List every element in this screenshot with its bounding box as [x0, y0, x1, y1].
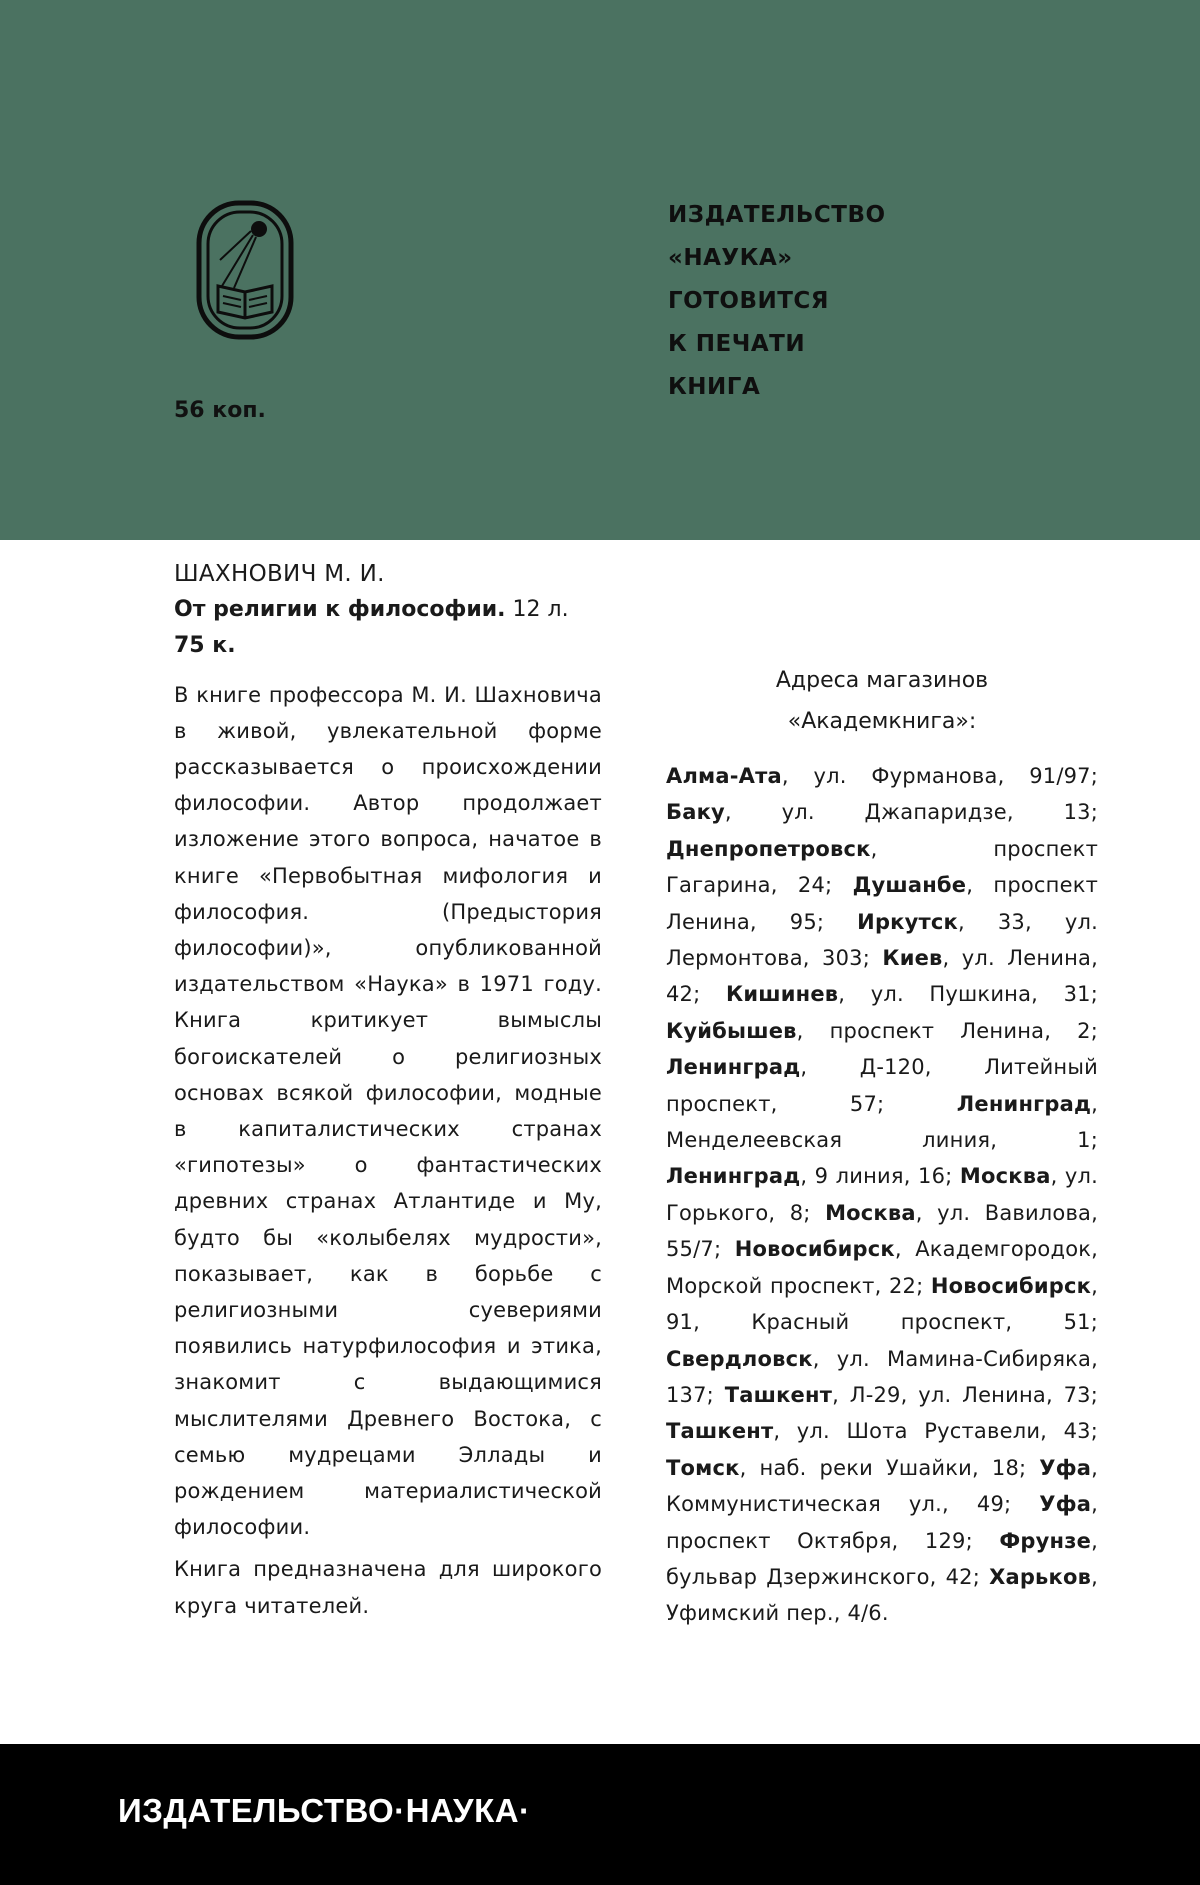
shop-city: Днепропетровск: [666, 836, 871, 861]
book-author: ШАХНОВИЧ М. И.: [174, 561, 385, 587]
shops-heading: [666, 660, 1098, 742]
book-volume: 12 л.: [505, 597, 569, 623]
shop-city: Фрунзе: [999, 1528, 1092, 1553]
announcement-heading: [668, 194, 886, 409]
shop-address: , ул. Горького, 8;: [666, 1164, 1098, 1225]
shop-address: , ул. Ленина, 42;: [666, 946, 1099, 1007]
announcement-line: ГОТОВИТСЯ: [668, 288, 830, 314]
shop-address: , проспект Октября, 129;: [666, 1492, 1098, 1553]
shop-address: , проспект Гагарина, 24;: [666, 836, 1098, 898]
shop-address: , ул. Фурманова, 91/97;: [781, 764, 1098, 788]
shop-address: , бульвар Дзержинского, 42;: [666, 1528, 1098, 1589]
shop-city: Алма-Ата: [666, 764, 782, 788]
shop-city: Кишинев: [725, 982, 839, 1007]
shop-address: , Д-120, Литейный проспект, 57;: [666, 1055, 1098, 1116]
cover-top-band: [0, 0, 1200, 540]
shop-address: , Академгородок, Морской проспект, 22;: [666, 1237, 1098, 1298]
shop-city: Ленинград: [666, 1164, 801, 1189]
book-description: В книге профессора М. И. Шахновича в живой, увлекательной форме рассказывается о происхождении философии. Автор продолжает изложение этого вопроса, начатое в книге «Первобытная мифология и философия. (Предыстория философии)», опубликованной издательством «Наука» в 1971 году. Книга критикует вымыслы богоискателей о религиозных основах всякой философии, модные в капиталистических странах «гипотезы» о фантастических древних странах Атлантиде и Му, будто бы «колыбелях мудрости», показывает, как в борьбе с религиозными суевериями появились натурфилософия и этика, знакомит с выдающимися мыслителями Древнего Востока, с семью мудрецами Эллады и рождением материалистической философии.: [174, 682, 602, 1540]
shop-city: Москва: [959, 1164, 1051, 1189]
shop-address: , ул. Мамина-Сибиряка, 137;: [666, 1346, 1098, 1407]
book-info-column: [174, 556, 602, 1624]
shop-address: , проспект Ленина, 95;: [666, 873, 1099, 934]
shop-address: , ул. Пушкина, 31;: [838, 982, 1098, 1007]
shop-city: Новосибирск: [734, 1237, 895, 1262]
shop-address: , проспект Ленина, 2;: [796, 1018, 1098, 1043]
shop-city: Новосибирск: [930, 1273, 1092, 1298]
shop-address: , 33, ул. Лермонтова, 303;: [666, 909, 1098, 971]
shop-city: Ташкент: [666, 1419, 774, 1444]
shop-city: Иркутск: [857, 909, 958, 934]
publisher-logo-icon: [196, 200, 294, 340]
publisher-name: ИЗДАТЕЛЬСТВО·НАУКА·: [118, 1792, 531, 1829]
shop-address: , ул. Вавилова, 55/7;: [666, 1200, 1099, 1262]
book-audience: Книга предназначена для широкого круга читателей.: [174, 1557, 602, 1618]
shop-address: , наб. реки Ушайки, 18;: [739, 1455, 1040, 1480]
shops-heading-line: «Академкнига»:: [787, 709, 977, 734]
book-price: 75 к.: [174, 633, 236, 659]
shop-city: Свердловск: [666, 1346, 813, 1371]
shop-city: Куйбышев: [666, 1018, 797, 1043]
price-label: 56 коп.: [174, 398, 266, 423]
shop-city: Душанбе: [852, 873, 967, 898]
shop-city: Томск: [666, 1455, 740, 1480]
shop-city: Киев: [882, 946, 943, 971]
shop-city: Харьков: [989, 1564, 1092, 1589]
shop-address: , Л-29, ул. Ленина, 73;: [832, 1382, 1098, 1407]
shop-address: , Коммунистическая ул., 49;: [666, 1455, 1098, 1517]
shop-addresses-column: [666, 660, 1098, 1632]
shop-address: , ул. Шота Руставели, 43;: [773, 1419, 1098, 1444]
shop-address: , ул. Джапаридзе, 13;: [724, 800, 1098, 825]
shop-city: Уфа: [1039, 1455, 1092, 1480]
shop-address: , Уфимский пер., 4/6.: [666, 1564, 1098, 1626]
shop-city: Баку: [666, 800, 725, 825]
announcement-line: ИЗДАТЕЛЬСТВО: [668, 202, 886, 228]
shops-heading-line: Адреса магазинов: [775, 668, 989, 693]
announcement-line: КНИГА: [668, 374, 761, 400]
shop-city: Москва: [825, 1200, 916, 1225]
book-title-line: [174, 592, 602, 664]
shop-city: Ташкент: [724, 1382, 833, 1407]
shop-city: Ленинград: [956, 1091, 1092, 1116]
shop-address: , 91, Красный проспект, 51;: [666, 1273, 1098, 1335]
shop-city: Уфа: [1039, 1492, 1092, 1517]
cover-bottom-band: [0, 1744, 1200, 1885]
shop-city: Ленинград: [666, 1055, 801, 1080]
announcement-line: «НАУКА»: [668, 245, 793, 271]
shop-address: , Менделеевская линия, 1;: [666, 1091, 1098, 1153]
address-list: [666, 758, 1098, 1632]
book-title: От религии к философии.: [174, 597, 506, 623]
announcement-line: К ПЕЧАТИ: [668, 331, 806, 357]
shop-address: , 9 линия, 16;: [800, 1164, 960, 1189]
